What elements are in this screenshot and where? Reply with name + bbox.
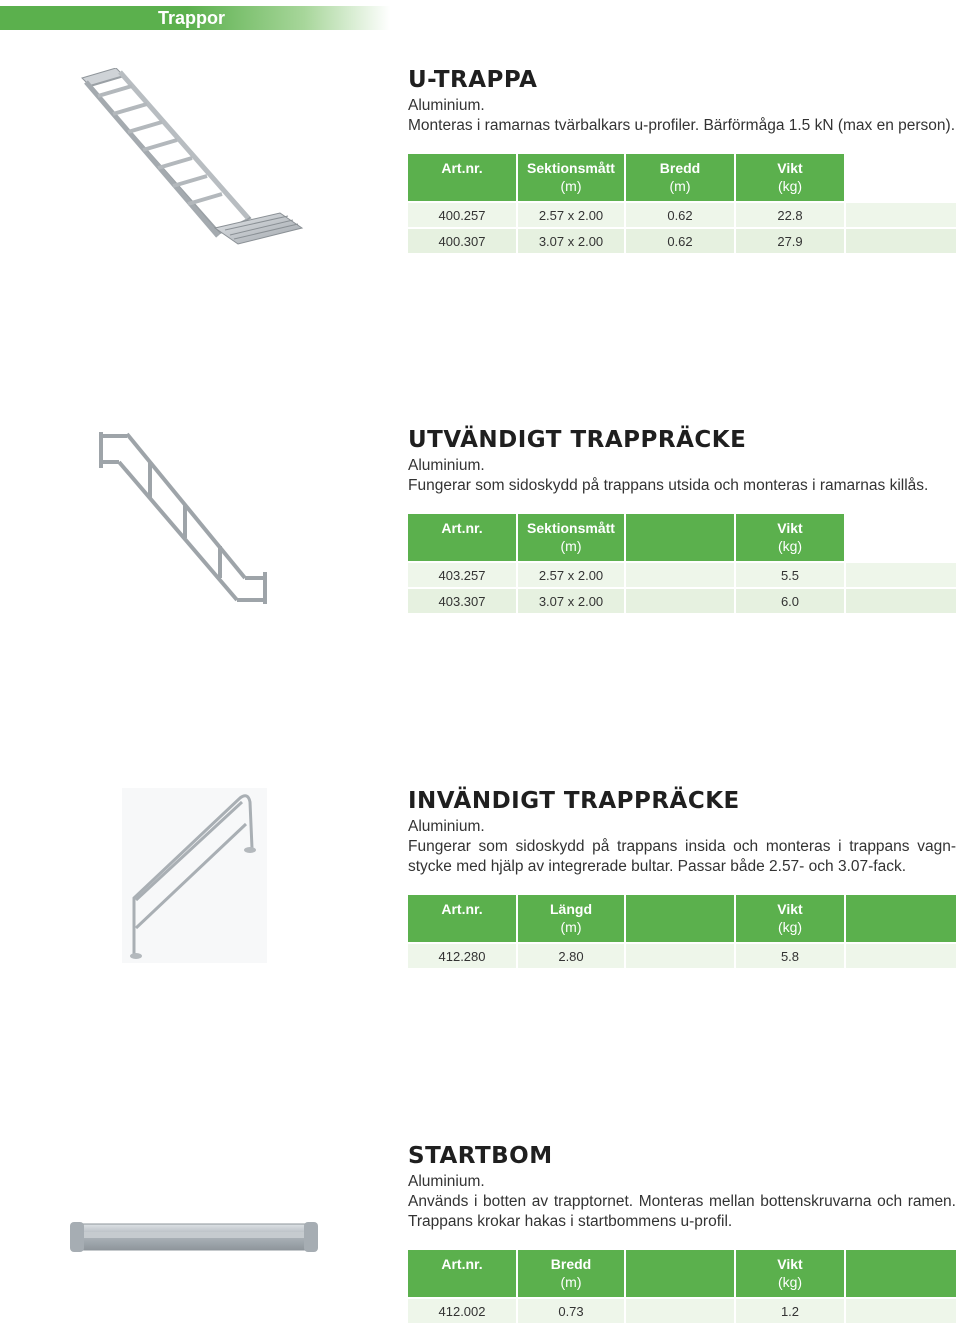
cell-artnr: 400.257 bbox=[408, 201, 518, 227]
table-row bbox=[408, 561, 956, 587]
col-header-vikt: Vikt (kg) bbox=[736, 154, 846, 201]
cell-sektionsmatt: 2.57 x 2.00 bbox=[518, 201, 626, 227]
col-header-blank bbox=[626, 514, 736, 561]
product-material: Aluminium. bbox=[408, 457, 485, 474]
cell-langd: 2.80 bbox=[518, 942, 626, 968]
invandigt-trappracke-image bbox=[122, 788, 267, 963]
cell-artnr: 400.307 bbox=[408, 227, 518, 253]
cell-bredd: 0.73 bbox=[518, 1297, 626, 1323]
cell-vikt: 1.2 bbox=[736, 1297, 846, 1323]
u-trappa-image bbox=[80, 68, 305, 248]
table-row bbox=[408, 227, 956, 253]
banner-title: Trappor bbox=[158, 8, 226, 28]
product-title: INVÄNDIGT TRAPPRÄCKE bbox=[408, 788, 740, 814]
cell-empty bbox=[846, 201, 956, 227]
col-header-bredd: Bredd (m) bbox=[518, 1250, 626, 1297]
cell-empty bbox=[846, 1297, 956, 1323]
cell-vikt: 6.0 bbox=[736, 587, 846, 613]
product-title: UTVÄNDIGT TRAPPRÄCKE bbox=[408, 427, 747, 453]
product-description: Fungerar som sidoskydd på trappans utsida och monteras i ramarnas killås. bbox=[408, 477, 929, 494]
col-header-artnr: Art.nr. bbox=[408, 154, 518, 201]
cell-empty bbox=[846, 587, 956, 613]
col-header-empty bbox=[846, 1250, 956, 1297]
col-header-vikt: Vikt (kg) bbox=[736, 895, 846, 942]
cell-empty bbox=[846, 942, 956, 968]
product-description: Fungerar som sidoskydd på trappans insida och monteras i trappans vagn-stycke med hjälp av integrerade bultar. Passar både 2.57- och 3.07-fack. bbox=[408, 838, 956, 875]
col-header-bredd: Bredd (m) bbox=[626, 154, 736, 201]
col-header-empty bbox=[846, 895, 956, 942]
utvandigt-trappracke-image bbox=[95, 428, 275, 608]
section-u-trappa bbox=[408, 66, 956, 253]
col-header-empty bbox=[846, 514, 956, 561]
section-invandigt-trappracke bbox=[408, 787, 956, 968]
cell-empty bbox=[846, 561, 956, 587]
product-description: Används i botten av trapptornet. Monteras mellan bottenskruvarna och ramen. Trappans krokar hakas i startbommens u-profil. bbox=[408, 1193, 956, 1230]
section-startbom bbox=[408, 1142, 956, 1323]
spec-table bbox=[408, 1250, 956, 1323]
section-utvandigt-trappracke bbox=[408, 426, 956, 613]
table-row bbox=[408, 587, 956, 613]
spec-table bbox=[408, 514, 956, 613]
product-material: Aluminium. bbox=[408, 818, 485, 835]
col-header-vikt: Vikt (kg) bbox=[736, 514, 846, 561]
col-header-artnr: Art.nr. bbox=[408, 895, 518, 942]
spec-table bbox=[408, 895, 956, 968]
cell-artnr: 412.280 bbox=[408, 942, 518, 968]
col-header-artnr: Art.nr. bbox=[408, 1250, 518, 1297]
col-header-langd: Längd (m) bbox=[518, 895, 626, 942]
cell-sektionsmatt: 2.57 x 2.00 bbox=[518, 561, 626, 587]
product-title: STARTBOM bbox=[408, 1143, 553, 1169]
cell-vikt: 22.8 bbox=[736, 201, 846, 227]
cell-blank bbox=[626, 587, 736, 613]
spec-table bbox=[408, 154, 956, 253]
cell-sektionsmatt: 3.07 x 2.00 bbox=[518, 227, 626, 253]
cell-blank bbox=[626, 942, 736, 968]
cell-vikt: 27.9 bbox=[736, 227, 846, 253]
product-material: Aluminium. bbox=[408, 97, 485, 114]
cell-bredd: 0.62 bbox=[626, 227, 736, 253]
table-row bbox=[408, 201, 956, 227]
table-row bbox=[408, 1297, 956, 1323]
startbom-image bbox=[68, 1220, 320, 1254]
col-header-empty bbox=[846, 154, 956, 201]
product-description: Monteras i ramarnas tvärbalkars u-profiler. Bärförmåga 1.5 kN (max en person). bbox=[408, 117, 956, 134]
cell-artnr: 403.307 bbox=[408, 587, 518, 613]
cell-artnr: 412.002 bbox=[408, 1297, 518, 1323]
cell-artnr: 403.257 bbox=[408, 561, 518, 587]
cell-blank bbox=[626, 1297, 736, 1323]
col-header-vikt: Vikt (kg) bbox=[736, 1250, 846, 1297]
cell-vikt: 5.8 bbox=[736, 942, 846, 968]
cell-vikt: 5.5 bbox=[736, 561, 846, 587]
product-title: U-TRAPPA bbox=[408, 67, 538, 93]
cell-bredd: 0.62 bbox=[626, 201, 736, 227]
cell-sektionsmatt: 3.07 x 2.00 bbox=[518, 587, 626, 613]
cell-empty bbox=[846, 227, 956, 253]
product-material: Aluminium. bbox=[408, 1173, 485, 1190]
section-banner bbox=[0, 6, 390, 30]
col-header-blank bbox=[626, 1250, 736, 1297]
col-header-sektionsmatt: Sektionsmått (m) bbox=[518, 514, 626, 561]
col-header-artnr: Art.nr. bbox=[408, 514, 518, 561]
col-header-blank bbox=[626, 895, 736, 942]
cell-blank bbox=[626, 561, 736, 587]
table-row bbox=[408, 942, 956, 968]
col-header-sektionsmatt: Sektionsmått (m) bbox=[518, 154, 626, 201]
